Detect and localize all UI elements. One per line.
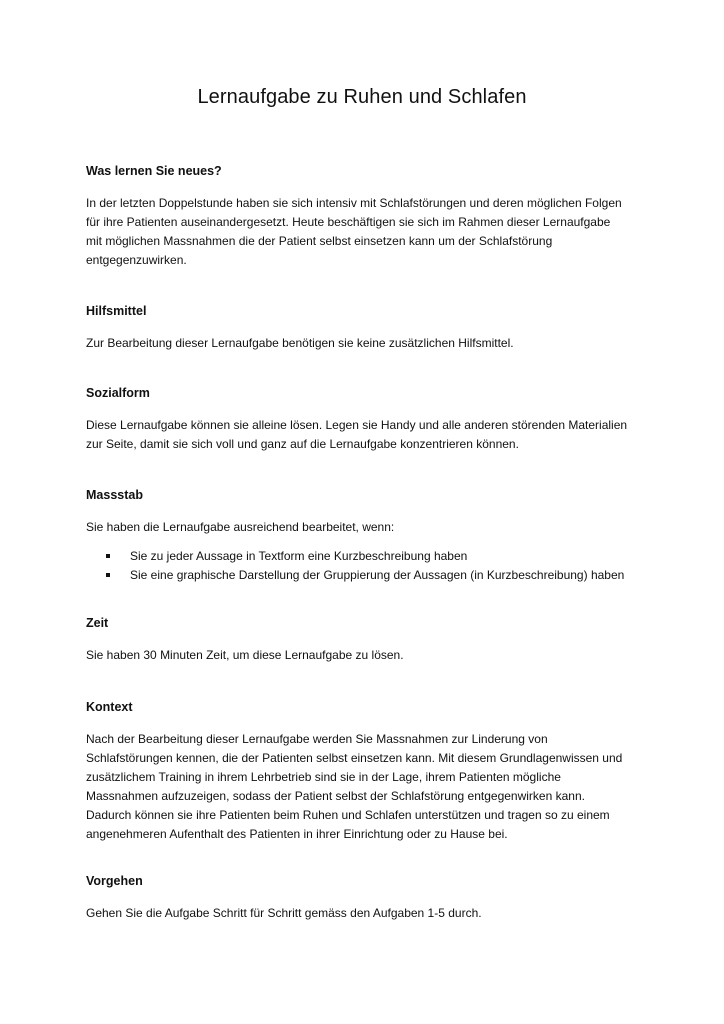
paragraph-line: entgegenzuwirken. xyxy=(86,253,187,267)
section-heading: Sozialform xyxy=(86,386,150,400)
paragraph-line: für ihre Patienten auseinandergesetzt. Heute beschäftigen sie sich im Rahmen dieser Lernaufgabe xyxy=(86,215,611,229)
section-was-lernen-sie-neues xyxy=(86,162,646,270)
list-item-text: Sie eine graphische Darstellung der Gruppierung der Aussagen (in Kurzbeschreibung) haben xyxy=(130,568,625,582)
paragraph-line: zur Seite, damit sie sich voll und ganz auf die Lernaufgabe konzentrieren können. xyxy=(86,437,519,451)
paragraph-line: In der letzten Doppelstunde haben sie sich intensiv mit Schlafstörungen und deren möglichen Folgen xyxy=(86,196,622,210)
paragraph-line: Zur Bearbeitung dieser Lernaufgabe benötigen sie keine zusätzlichen Hilfsmittel. xyxy=(86,336,514,350)
document-title: Lernaufgabe zu Ruhen und Schlafen xyxy=(197,86,527,108)
paragraph-line: zusätzlichem Training in ihrem Lehrbetrieb sind sie in der Lage, ihrem Patienten mögliche xyxy=(86,770,561,784)
paragraph-line: Nach der Bearbeitung dieser Lernaufgabe werden Sie Massnahmen zur Linderung von xyxy=(86,732,548,746)
section-heading: Zeit xyxy=(86,616,109,630)
square-bullet-icon xyxy=(106,554,110,558)
paragraph-line: mit möglichen Massnahmen die der Patient selbst einsetzen kann um der Schlafstörung xyxy=(86,234,553,248)
paragraph-line: Sie haben die Lernaufgabe ausreichend bearbeitet, wenn: xyxy=(86,520,395,534)
paragraph-line: Gehen Sie die Aufgabe Schritt für Schritt gemäss den Aufgaben 1-5 durch. xyxy=(86,906,482,920)
section-heading: Vorgehen xyxy=(86,874,143,888)
section-heading: Massstab xyxy=(86,488,143,502)
section-zeit xyxy=(86,614,646,665)
section-sozialform xyxy=(86,384,646,454)
section-heading: Kontext xyxy=(86,700,133,714)
section-heading: Hilfsmittel xyxy=(86,304,147,318)
section-heading: Was lernen Sie neues? xyxy=(86,164,222,178)
criteria-list xyxy=(86,547,646,585)
square-bullet-icon xyxy=(106,573,110,577)
section-massstab xyxy=(86,486,646,585)
paragraph-line: Massnahmen aufzuzeigen, sodass der Patient selbst der Schlafstörung entgegenwirken kann. xyxy=(86,789,585,803)
section-kontext xyxy=(86,698,646,844)
list-item-text: Sie zu jeder Aussage in Textform eine Kurzbeschreibung haben xyxy=(130,549,468,563)
paragraph-line: angenehmeren Aufenthalt des Patienten in ihrer Einrichtung oder zu Hause bei. xyxy=(86,827,508,841)
list-item xyxy=(86,566,646,585)
section-vorgehen xyxy=(86,872,646,923)
paragraph-line: Dadurch können sie ihre Patienten beim Ruhen und Schlafen unterstützen und tragen so zu einem xyxy=(86,808,610,822)
paragraph-line: Sie haben 30 Minuten Zeit, um diese Lernaufgabe zu lösen. xyxy=(86,648,404,662)
section-hilfsmittel xyxy=(86,302,646,353)
list-item xyxy=(86,547,646,566)
paragraph-line: Schlafstörungen kennen, die der Patienten selbst einsetzen kann. Mit diesem Grundlagenwissen und xyxy=(86,751,623,765)
paragraph-line: Diese Lernaufgabe können sie alleine lösen. Legen sie Handy und alle anderen störenden Materialien xyxy=(86,418,628,432)
